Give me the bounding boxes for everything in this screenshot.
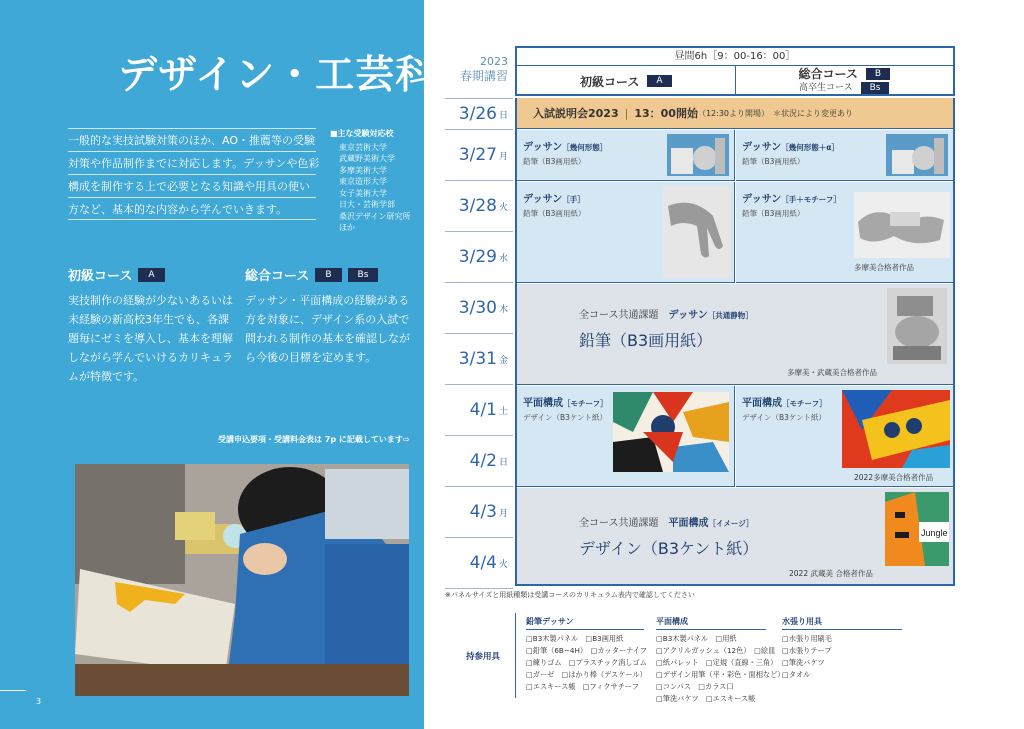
left-panel [0,0,436,729]
date-day: 土 [498,406,508,417]
school-item: 女子美術大学 [339,188,387,198]
school-item: 武蔵野美術大学 [339,154,395,163]
belongings-item: □鉛筆（6B−4H） □カッターナイフ [526,646,647,655]
common-tag: ［イメージ］ [708,519,754,528]
jungle-text: Jungle [921,528,948,538]
date-num: 3/29 [458,247,497,267]
date-row [445,385,513,436]
belongings-composition [656,616,785,705]
date-day: 月 [498,508,508,519]
date-row [445,283,513,334]
event-note2: ＊状況により変更あり [773,108,854,118]
belongings-dessin [526,616,647,693]
artwork-credit: 多摩美合格者作品 [854,263,914,272]
belongings-item: □アクリルガッシュ（12色） □絵皿 [656,646,776,655]
belongings-item: □紙パレット □定規（直線・三角） [656,658,778,667]
belongings-item: □水張りテープ [782,646,832,655]
common-medium: デザイン（B3ケント紙） [579,539,759,558]
geometric-dessin-thumbnail [886,134,948,176]
artwork-credit: 2022多摩美合格者作品 [854,473,934,482]
cell-3-28-basic [517,182,735,283]
cell-sub: 鉛筆（B3画用紙） [523,209,586,218]
belongings-item: □タオル [782,670,811,679]
belongings-heading: 鉛筆デッサン [526,616,644,630]
cell-tag: ［幾何形態＋α］ [781,143,839,152]
date-row [445,232,513,283]
date-num: 3/27 [458,145,497,165]
common-tag: ［共通静物］ [707,311,753,320]
basic-course-text: 実技制作の経験が少ないあるいは未経験の新高校3年生でも、各課題毎にゼミを導入し、基本を理解しながら学んでいけるカリキュラムが特徴です。 [68,294,233,383]
date-day: 金 [498,355,508,366]
date-day: 月 [498,151,508,162]
date-row [445,538,513,589]
composition-thumbnail [842,390,950,468]
date-day: 火 [498,202,508,213]
belongings-item: □水張り用刷毛 [782,634,832,643]
intro-line: 方など、基本的な内容から学んでいきます。 [68,197,316,220]
intro-line: 一般的な実技試験対策のほか、AO・推薦等の受験 [68,128,316,151]
geometric-dessin-thumbnail [667,134,729,176]
common-label: 全コース共通課題 [579,310,659,321]
cell-sub: 鉛筆（B3画用紙） [742,209,805,218]
col-general-sub: 高卒生コース [799,83,853,93]
cell-title: デッサン [742,142,782,153]
common-title: 平面構成 [668,518,709,529]
cell-title: デッサン [523,142,563,153]
cell-3-28-general [736,182,953,283]
date-num: 3/31 [458,349,497,369]
target-schools [330,128,410,234]
course-badge-bs: Bs [348,268,379,282]
cell-3-30-common [517,284,953,385]
general-course-desc [245,265,410,367]
schedule-body [515,98,955,586]
hand-motif-dessin-thumbnail [854,192,950,258]
common-assignment-label [579,514,753,529]
belongings-item: □練りゴム □プラスチック消しゴム [526,658,647,667]
belongings-heading: 水張り用具 [782,616,902,630]
general-course-title: 総合コース [245,269,310,284]
cell-4-1-basic [517,386,735,487]
hand-dessin-thumbnail [663,186,731,278]
date-num: 3/28 [458,196,497,216]
col-general-title: 総合コース [798,67,858,81]
cell-title: 平面構成 [523,398,563,409]
artwork-credit: 多摩美・武蔵美合格者作品 [787,368,877,377]
cell-tag: ［幾何形態］ [562,143,608,152]
term-year: 2023 [480,55,508,68]
term-name: 春期講習 [459,69,508,83]
belongings-heading: 平面構成 [656,616,766,630]
event-name: 入試説明会2023 [533,107,619,120]
belongings-item: □B3木製パネル □B3画用紙 [526,634,624,643]
belongings-item: □コンパス □カラス口 [656,682,734,691]
col-basic-title: 初級コース [579,74,640,89]
date-day: 日 [498,457,508,468]
composition-thumbnail [613,392,729,472]
cell-3-27-basic [517,130,735,181]
cell-3-27-general [736,130,953,181]
date-day: 火 [498,559,508,570]
col-general-badge: B [866,68,890,80]
school-item: 多摩美術大学 [339,165,387,175]
basic-course-column-head [517,66,735,96]
date-num: 4/3 [469,502,497,522]
still-life-dessin-thumbnail [887,288,947,364]
col-general-sub-badge: Bs [861,82,890,94]
belongings-water-stretch [782,616,902,681]
date-row [445,181,513,232]
cell-title: 平面構成 [742,398,782,409]
cell-title: デッサン [742,194,782,205]
school-item: 日大・芸術学部 [339,200,395,209]
general-course-column-head [735,66,954,96]
info-session-row [517,98,953,129]
general-course-text: デッサン・平面構成の経験がある方を対象に、デザイン系の入試で問われる制作の基本を確認しながら今後の目標を定めます。 [245,294,410,364]
date-row [445,334,513,385]
common-medium: 鉛筆（B3画用紙） [579,331,713,350]
cell-tag: ［手＋モチーフ］ [781,195,841,204]
event-separator: | [624,106,629,120]
cell-tag: ［手］ [562,195,585,204]
cell-4-3-common [517,488,953,584]
date-row [445,436,513,487]
common-title: デッサン [668,310,708,321]
intro-text [68,128,320,220]
school-item: ほか [339,223,355,232]
course-badge-a: A [138,268,164,282]
date-num: 4/4 [469,553,497,573]
cell-sub: 鉛筆（B3画用紙） [742,157,805,166]
page-title: デザイン・工芸科 [118,53,436,98]
artwork-credit: 2022 武蔵美 合格者作品 [789,569,873,578]
student-photo [75,464,409,696]
cell-sub: 鉛筆（B3画用紙） [523,157,586,166]
common-label: 全コース共通課題 [579,518,659,529]
date-num: 3/30 [458,298,497,318]
common-assignment-label [579,306,753,321]
schedule-hours: 昼間6h［9：00-16：00］ [517,48,953,66]
date-day: 日 [498,110,508,121]
cell-4-1-general [736,386,953,487]
date-num: 3/26 [458,104,497,124]
date-day: 木 [498,304,508,315]
page-number: 3 [36,697,42,706]
basic-course-title: 初級コース [68,269,133,284]
date-num: 4/1 [469,400,497,420]
belongings-item: □ガーゼ □はかり棒（デスケール） [526,670,647,679]
belongings-divider [515,613,516,698]
school-item: 東京造形大学 [339,177,387,186]
event-note: （12:30より開場） [697,108,770,118]
jungle-composition-thumbnail [885,492,949,566]
date-row [445,487,513,538]
belongings-label: 持参用具 [466,652,501,662]
date-num: 4/2 [469,451,497,471]
schedule-header [515,46,955,96]
apply-note-link[interactable]: 受講申込要項・受講料金表は 7p に記載しています⇨ [218,435,410,444]
col-basic-badge: A [647,75,671,87]
belongings-item: □デザイン用筆（平・彩色・面相など） [656,670,785,679]
basic-course-desc [68,265,233,386]
school-item: 東京芸術大学 [339,142,387,152]
belongings-item: □筆洗バケツ [782,658,825,667]
cell-sub: デザイン（B3ケント紙） [742,413,827,422]
belongings-item: □筆洗バケツ □エスキース帳 [656,694,756,703]
schools-heading: ■主な受験対応校 [330,129,394,138]
date-row [445,130,513,181]
cell-sub: デザイン（B3ケント紙） [523,413,608,422]
event-time: 13：00開始 [634,107,698,120]
panel-size-note: ※パネルサイズと用紙種類は受講コースのカリキュラム表内で確認してください [445,591,695,599]
school-item: 桑沢デザイン研究所 [339,211,411,221]
cell-tag: ［モチーフ］ [782,399,827,408]
cell-title: デッサン [523,194,563,205]
intro-line: 構成を制作する上で必要となる知識や用具の使い [68,174,316,197]
belongings-item: □エスキース帳 □フィクサチーフ [526,682,639,691]
date-day: 水 [498,253,508,264]
cell-tag: ［モチーフ］ [563,399,608,408]
intro-line: 対策や作品制作までに対応します。デッサンや色彩 [68,151,316,174]
belongings-item: □B3木製パネル □用紙 [656,634,737,643]
date-column [445,98,513,589]
term-label [448,54,508,84]
date-row [445,98,513,130]
course-badge-b: B [315,268,341,282]
page-number-rule [0,690,26,691]
